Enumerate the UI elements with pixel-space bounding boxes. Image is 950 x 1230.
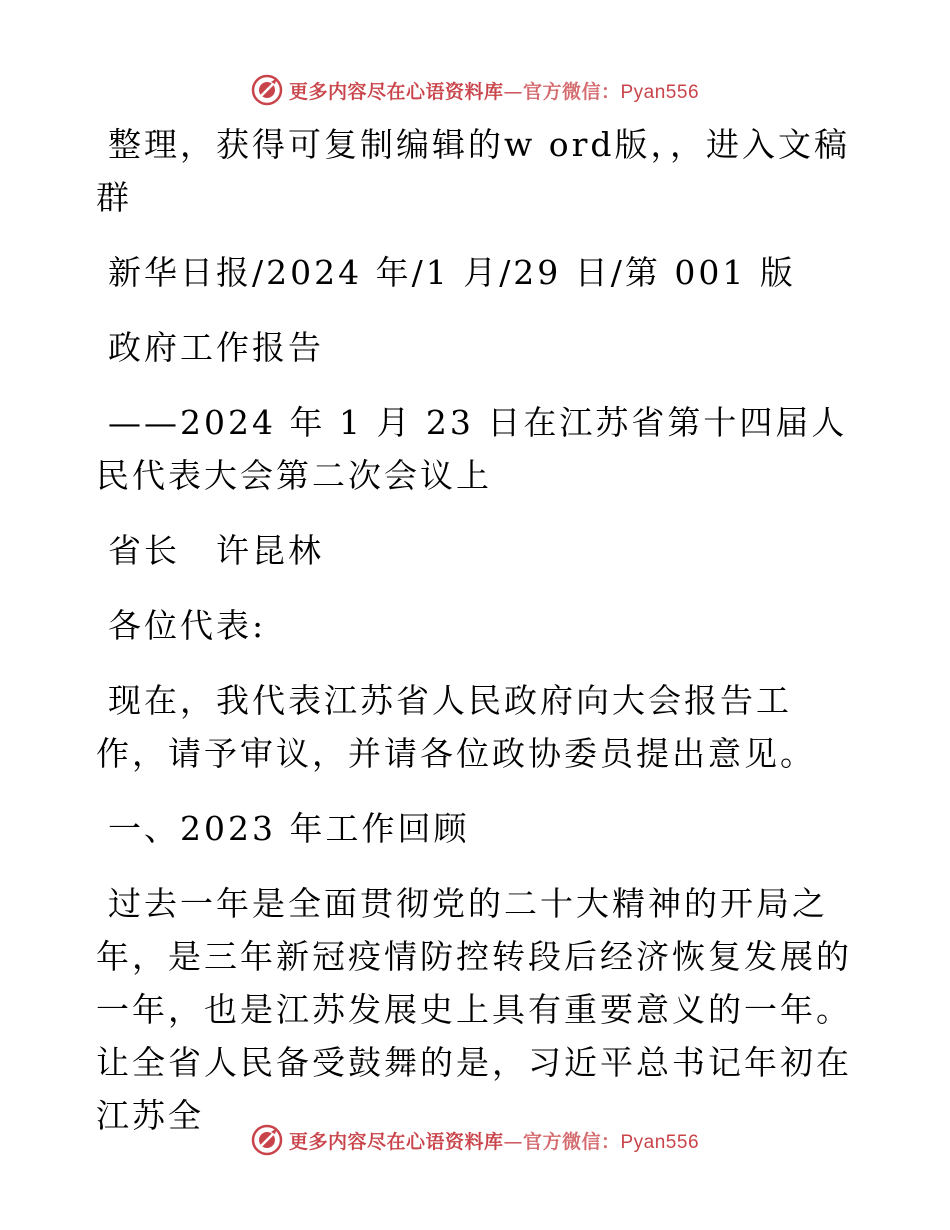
watermark-site: 更多内容尽在心语资料库 — [288, 1130, 504, 1153]
paragraph-intro-note: 整理，获得可复制编辑的w ord版，，进入文稿群 — [96, 125, 851, 217]
watermark-dash: — — [503, 80, 523, 103]
watermark-official: 官方微信： — [522, 80, 621, 103]
document-title: 政府工作报告 — [108, 328, 324, 367]
watermark-id: Pyan556 — [620, 81, 700, 103]
author-line: 省长 许昆林 — [108, 531, 324, 570]
header-watermark — [0, 70, 950, 110]
watermark-logo-icon — [251, 74, 283, 106]
footer-watermark — [0, 1120, 950, 1160]
paragraph-review: 过去一年是全面贯彻党的二十大精神的开局之年，是三年新冠疫情防控转段后经济恢复发展的一年，也是江苏发展史上具有重要意义的一年。让全省人民备受鼓舞的是，习近平总书记年初在江苏全 — [96, 884, 852, 1135]
section-heading: 一、2023 年工作回顾 — [108, 809, 470, 848]
paragraph-source-line: 新华日报/2024 年/1 月/29 日/第 001 版 — [108, 253, 796, 292]
salutation: 各位代表: — [108, 606, 267, 645]
watermark-text — [289, 1127, 699, 1154]
watermark-text — [289, 77, 699, 104]
document-subtitle: ——2024 年 1 月 23 日在江苏省第十四届人民代表大会第二次会议上 — [96, 403, 848, 495]
watermark-dash: — — [503, 1130, 523, 1153]
document-body — [96, 118, 856, 1164]
watermark-official: 官方微信： — [522, 1130, 621, 1153]
paragraph-opening: 现在，我代表江苏省人民政府向大会报告工作，请予审议，并请各位政协委员提出意见。 — [96, 681, 816, 773]
watermark-id: Pyan556 — [620, 1131, 700, 1153]
watermark-site: 更多内容尽在心语资料库 — [288, 80, 504, 103]
watermark-logo-icon — [251, 1124, 283, 1156]
